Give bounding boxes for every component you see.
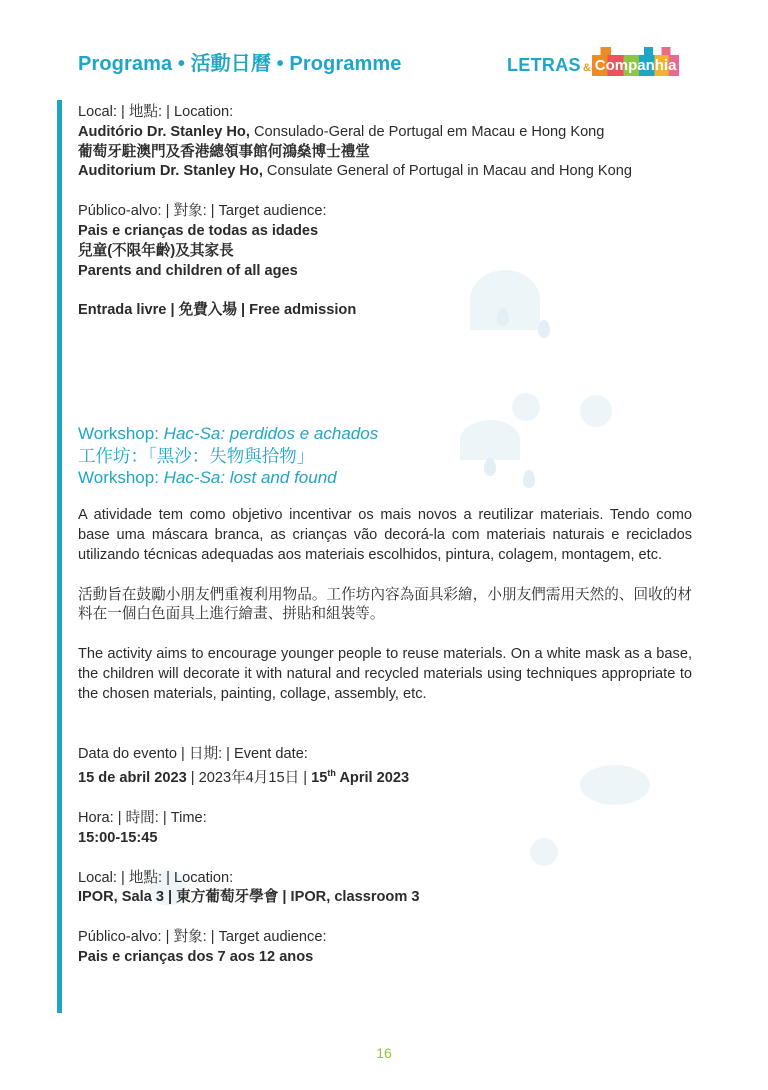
workshop-title-en xyxy=(78,467,692,489)
event1-admission: Entrada livre | 免費入場 | Free admission xyxy=(78,302,357,319)
workshop-title-zh: 工作坊：「黑沙：失物與拾物」 xyxy=(78,446,315,467)
workshop-description-en: The activity aims to encourage younger people to reuse materials. On a white mask as a base, the children will decorate it with natural and recycled materials using techniques appropriate to the chosen materials, painting, collage, assembly, etc. xyxy=(78,646,692,702)
letras-companhia-logo xyxy=(507,46,692,76)
page-header-title: Programa • 活動日曆 • Programme xyxy=(78,53,402,75)
workshop-title-pt-prefix: Workshop: xyxy=(78,424,164,444)
logo-companhia-text: Companhia xyxy=(592,55,680,76)
workshop-time-value: 15:00-15:45 xyxy=(78,829,158,846)
event1-venue-zh: 葡萄牙駐澳門及香港總領事館何鴻燊博士禮堂 xyxy=(78,143,370,160)
workshop-location-en: IPOR, classroom 3 xyxy=(290,889,420,906)
workshop-title-en-italic: Hac-Sa: lost and found xyxy=(163,468,337,488)
event1-venue-pt xyxy=(78,123,692,143)
workshop-date-label: Data do evento | 日期: | Event date: xyxy=(78,745,308,762)
workshop-location-zh: | 東方葡萄牙學會 | xyxy=(163,889,291,906)
event1-venue-pt-bold: Auditório Dr. Stanley Ho, xyxy=(78,123,250,140)
event1-audience-label: Público-alvo: | 對象: | Target audience: xyxy=(78,203,327,220)
workshop-audience-label: Público-alvo: | 對象: | Target audience: xyxy=(78,929,327,946)
workshop-location-label: Local: | 地點: | Location: xyxy=(78,869,234,886)
workshop-date-zh: | 2023年4月15日 | xyxy=(186,770,312,787)
event1-audience-zh: 兒童(不限年齡)及其家長 xyxy=(78,242,234,259)
event1-venue-en-bold: Auditorium Dr. Stanley Ho, xyxy=(78,163,263,180)
workshop-date-en-sup: th xyxy=(327,768,336,779)
workshop-description-pt: A atividade tem como objetivo incentivar os mais novos a reutilizar materiais. Tendo como base uma máscara branca, as crianças vão decorá-la com materiais naturais e reciclados utilizando técnicas adequadas aos materiais escolhidos, pintura, colagem, montagem, etc. xyxy=(78,507,692,563)
workshop-location-value xyxy=(78,888,692,908)
logo-letras-text: LETRAS xyxy=(507,55,581,75)
page-number: 16 xyxy=(376,1045,392,1061)
event1-venue-en xyxy=(78,162,692,182)
workshop-description-zh: 活動旨在鼓勵小朋友們重複利用物品。工作坊內容為面具彩繪，小朋友們需用天然的、回收的材料在一個白色面具上進行繪畫、拼貼和組裝等。 xyxy=(78,586,692,623)
workshop-location-pt: IPOR, Sala 3 xyxy=(78,889,164,906)
event1-venue-pt-rest: Consulado-Geral de Portugal em Macau e Hong Kong xyxy=(249,123,605,140)
event1-venue-en-rest: Consulate General of Portugal in Macau and Hong Kong xyxy=(262,163,633,180)
workshop-audience-value: Pais e crianças dos 7 aos 12 anos xyxy=(78,948,314,965)
main-content xyxy=(78,103,692,968)
left-accent-bar xyxy=(57,100,62,1013)
workshop-title-en-prefix: Workshop: xyxy=(78,468,164,488)
workshop-title-pt xyxy=(78,423,692,445)
workshop-date-en-day: 15 xyxy=(311,770,328,787)
event1-audience-pt: Pais e crianças de todas as idades xyxy=(78,222,319,239)
logo-ampersand: & xyxy=(582,62,591,74)
workshop-title-pt-italic: Hac-Sa: perdidos e achados xyxy=(163,424,379,444)
workshop-date-pt: 15 de abril 2023 xyxy=(78,770,187,787)
event1-audience-en: Parents and children of all ages xyxy=(78,262,298,279)
workshop-date-en-rest: April 2023 xyxy=(335,770,410,787)
event1-location-label: Local: | 地點: | Location: xyxy=(78,104,234,120)
workshop-time-label: Hora: | 時間: | Time: xyxy=(78,810,207,826)
workshop-date-value xyxy=(78,764,692,789)
